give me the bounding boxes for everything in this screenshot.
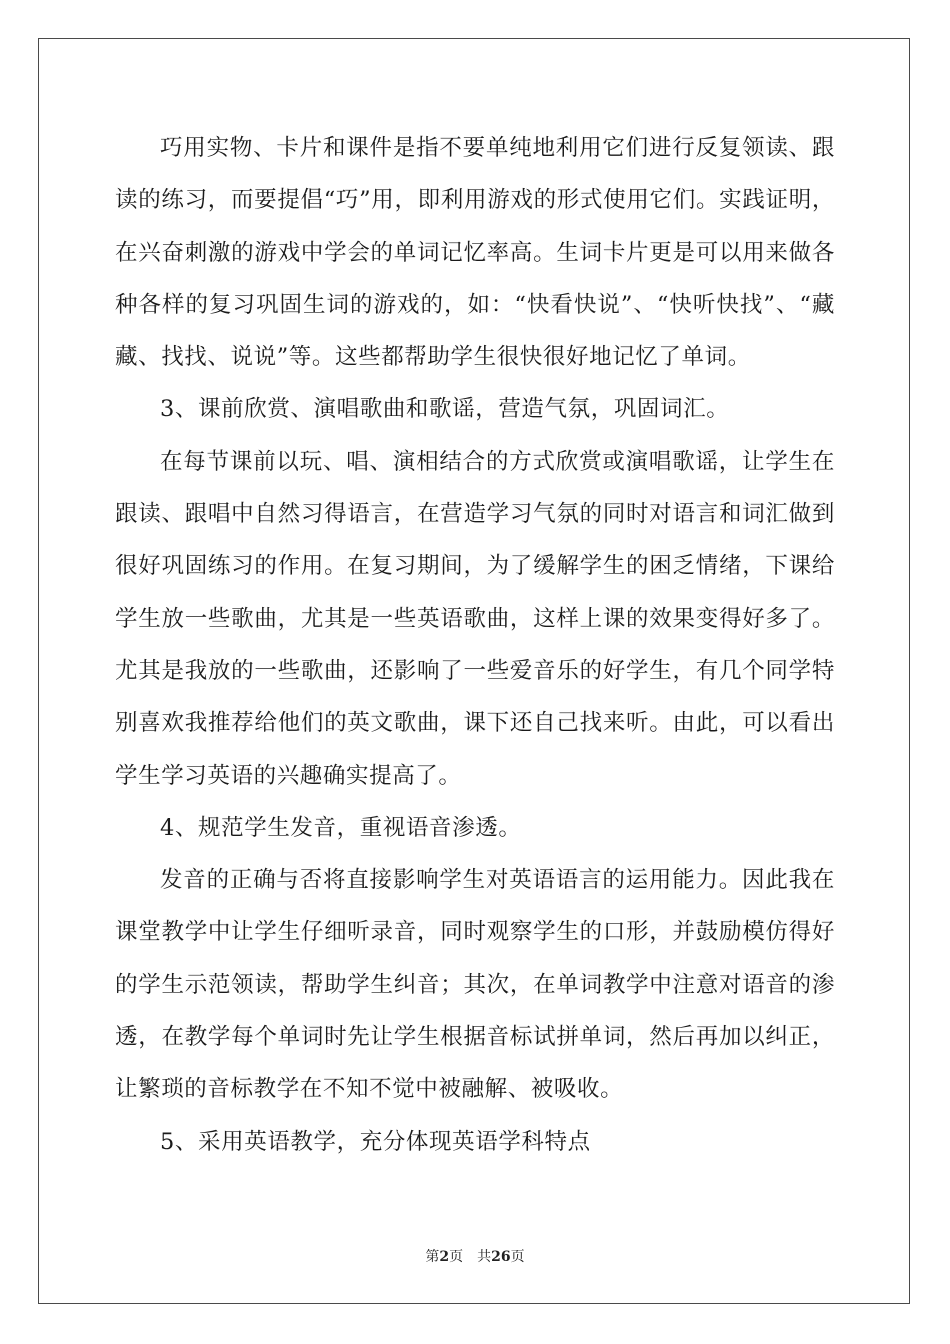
- paragraph-flashcards-games: 巧用实物、卡片和课件是指不要单纯地利用它们进行反复领读、跟读的练习，而要提倡“巧”用，即利用游戏的形式使用它们。实践证明，在兴奋刺激的游戏中学会的单词记忆率高。生词卡片更是可以用来做各种各样的复习巩固生词的游戏的，如：“快看快说”、“快听快找”、“藏藏、找找、说说”等。这些都帮助学生很快很好地记忆了单词。: [115, 135, 835, 371]
- page-prefix: 第: [425, 1249, 440, 1265]
- page-suffix: 页: [449, 1249, 464, 1265]
- total-prefix: 共: [477, 1249, 492, 1265]
- heading-pronunciation: 4、规范学生发音，重视语音渗透。: [160, 814, 522, 841]
- document-body: [115, 122, 835, 1168]
- paragraph-songs-and-chants: 在每节课前以玩、唱、演相结合的方式欣赏或演唱歌谣，让学生在跟读、跟唱中自然习得语言，在营造学习气氛的同时对语言和词汇做到很好巩固练习的作用。在复习期间，为了缓解学生的困乏情绪，下课给学生放一些歌曲，尤其是一些英语歌曲，这样上课的效果变得好多了。尤其是我放的一些歌曲，还影响了一些爱音乐的好学生，有几个同学特别喜欢我推荐给他们的英文歌曲，课下还自己找来听。由此，可以看出学生学习英语的兴趣确实提高了。: [115, 448, 835, 789]
- paragraph-pronunciation: 发音的正确与否将直接影响学生对英语语言的运用能力。因此我在课堂教学中让学生仔细听录音，同时观察学生的口形，并鼓励模仿得好的学生示范领读，帮助学生纠音；其次，在单词教学中注意对语音的渗透，在教学每个单词时先让学生根据音标试拼单词，然后再加以纠正，让繁琐的音标教学在不知不觉中被融解、被吸收。: [115, 867, 835, 1103]
- heading-english-teaching: 5、采用英语教学，充分体现英语学科特点: [160, 1128, 591, 1155]
- page-footer: [0, 1247, 950, 1267]
- heading-songs-and-chants: 3、课前欣赏、演唱歌曲和歌谣，营造气氛，巩固词汇。: [160, 396, 730, 423]
- total-pages: 26: [491, 1249, 511, 1265]
- page-number: 2: [439, 1249, 450, 1265]
- total-suffix: 页: [510, 1249, 525, 1265]
